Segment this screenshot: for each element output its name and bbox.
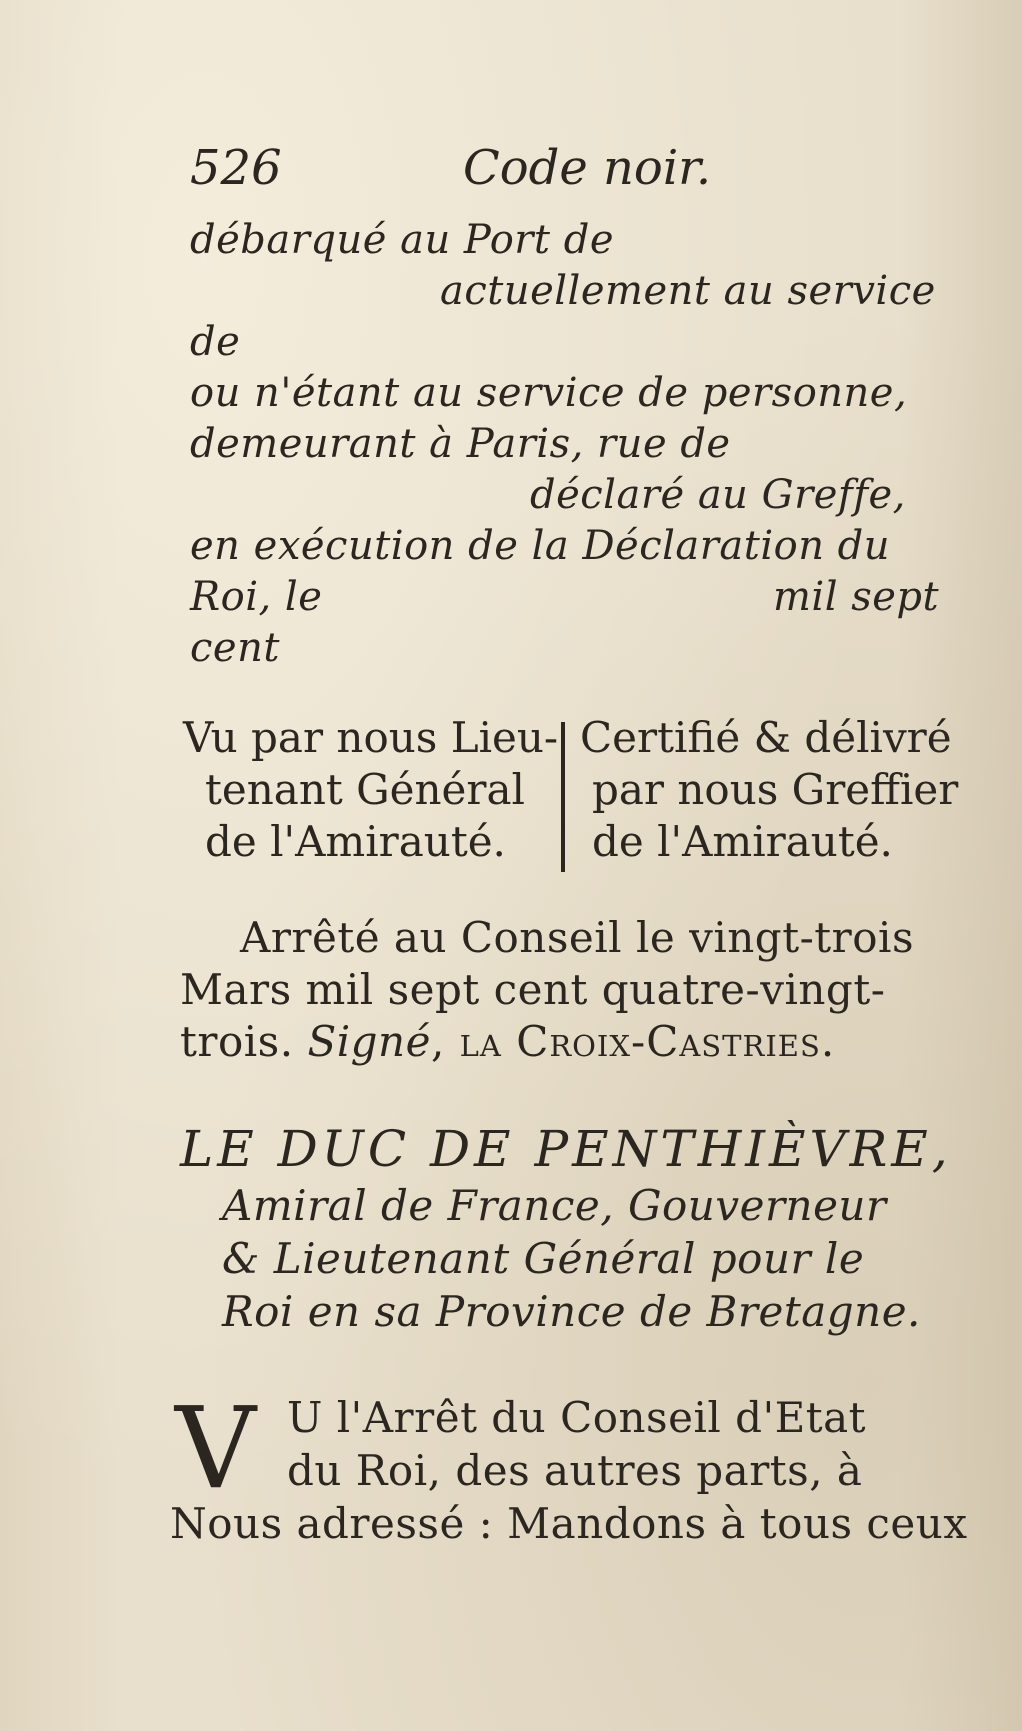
column-line: Vu par nous Lieu- bbox=[183, 713, 559, 762]
body-line: U l'Arrêt du Conseil d'Etat bbox=[287, 1393, 867, 1442]
form-line: ou n'étant au service de personne, bbox=[190, 370, 908, 416]
column-line: Certifié & délivré bbox=[580, 713, 952, 762]
column-line: de l'Amirauté. bbox=[205, 817, 506, 866]
body-line: Nous adressé : Mandons à tous ceux bbox=[170, 1499, 968, 1548]
form-line: en exécution de la Déclaration du bbox=[190, 523, 891, 569]
column-line: tenant Général bbox=[205, 765, 525, 814]
arrete-line: Mars mil sept cent quatre-vingt- bbox=[180, 965, 886, 1014]
arrete-text: trois. bbox=[180, 1017, 294, 1066]
signe-word: Signé bbox=[307, 1017, 431, 1066]
form-line: débarqué au Port de bbox=[190, 217, 614, 263]
drop-cap: V bbox=[175, 1384, 256, 1514]
form-line: cent bbox=[190, 625, 280, 671]
running-title: Code noir. bbox=[463, 140, 712, 196]
column-line: de l'Amirauté. bbox=[592, 817, 893, 866]
form-line: mil sept bbox=[773, 574, 940, 620]
page-number: 526 bbox=[190, 140, 282, 196]
form-line: demeurant à Paris, rue de bbox=[190, 421, 731, 467]
form-line: de bbox=[190, 319, 241, 365]
duc-title-line: & Lieutenant Général pour le bbox=[222, 1234, 865, 1283]
column-line: par nous Greffier bbox=[592, 765, 959, 814]
form-line: Roi, le bbox=[190, 574, 323, 620]
arrete-line: Arrêté au Conseil le vingt-trois bbox=[240, 913, 914, 962]
duc-title-line: Amiral de France, Gouverneur bbox=[222, 1181, 887, 1230]
form-line: déclaré au Greffe, bbox=[530, 472, 906, 518]
signature-column-right bbox=[580, 712, 959, 868]
arrete-line bbox=[180, 1016, 835, 1068]
form-line: actuellement au service bbox=[440, 268, 936, 314]
body-line: du Roi, des autres parts, à bbox=[287, 1446, 863, 1495]
signature-column-left bbox=[183, 712, 558, 868]
duc-title-line: Roi en sa Province de Bretagne. bbox=[222, 1287, 921, 1336]
column-divider bbox=[561, 722, 565, 872]
duc-heading: LE DUC DE PENTHIÈVRE, bbox=[180, 1120, 952, 1178]
signatory-name: , la Croix-Castries. bbox=[430, 1017, 836, 1066]
